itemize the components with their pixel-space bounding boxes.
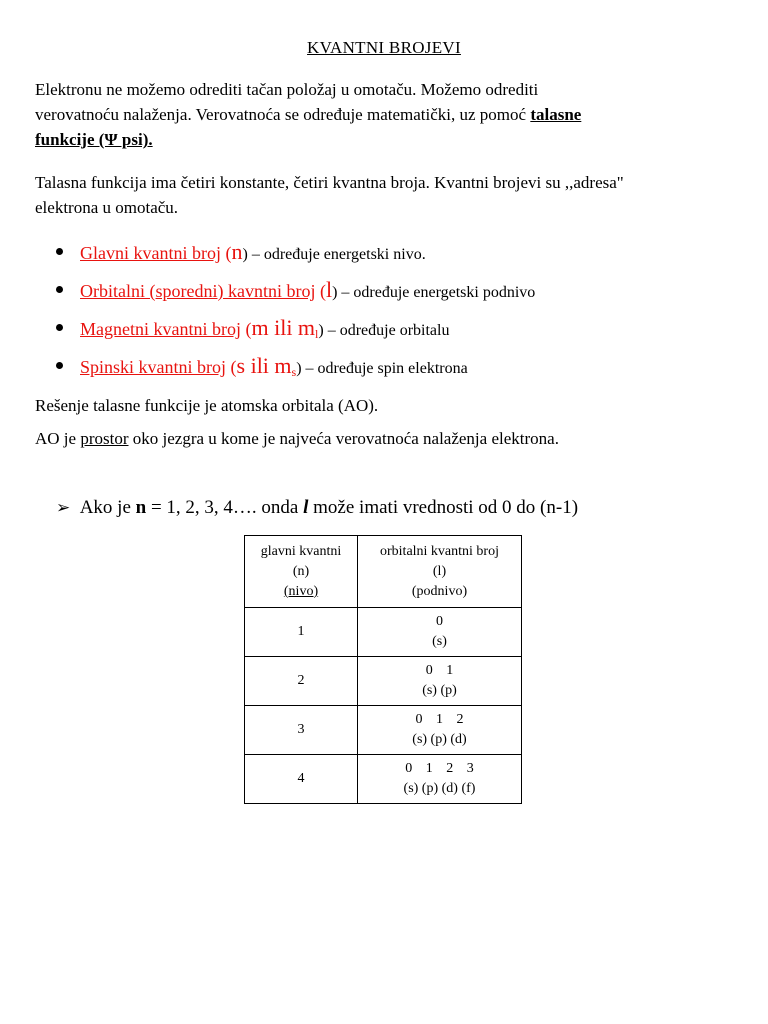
qn-name: Magnetni kvantni broj	[80, 319, 241, 339]
orbital-paragraph: Rešenje talasne funkcije je atomska orbitala (AO).	[35, 396, 379, 415]
rule-line	[56, 497, 578, 519]
cell-l	[358, 706, 522, 755]
qn-close: )	[242, 246, 248, 263]
quantum-number-list	[56, 233, 535, 385]
intro-paragraph	[35, 77, 735, 152]
header-n-line: (n)	[292, 563, 310, 579]
ao-definition-paragraph	[35, 426, 735, 451]
qn-desc: – određuje energetski nivo.	[247, 246, 426, 263]
table-row	[245, 755, 522, 804]
intro-line-2-text: verovatnoću nalaženja. Verovatnoća se određuje matematički, uz pomoć	[35, 105, 531, 124]
table-row	[245, 657, 522, 706]
intro-line-3	[35, 127, 735, 152]
qn-symbol: m ili m	[251, 315, 316, 340]
header-l-line: orbitalni kvantni broj	[380, 543, 499, 559]
header-l-line: (l)	[432, 563, 447, 579]
ao-post: oko jezgra u kome je najveća verovatnoća nalaženja elektrona.	[128, 429, 559, 448]
qn-open: (	[220, 243, 232, 263]
cell-subshells: (s)	[432, 634, 447, 649]
qn-desc: – određuje spin elektrona	[301, 360, 468, 377]
rule-pre: Ako je	[76, 497, 136, 518]
qn-open: (	[315, 281, 326, 301]
ao-underlined-term: prostor	[80, 429, 129, 448]
cell-l-values: 0	[436, 614, 443, 629]
header-n-line: glavni kvantni	[260, 543, 342, 559]
wave-line-1: Talasna funkcija ima četiri konstante, četiri kvantna broja. Kvantni brojevi su ,,adresa"	[35, 173, 624, 192]
cell-l	[358, 755, 522, 804]
table-header-row	[245, 536, 522, 608]
qn-symbol: n	[231, 239, 243, 264]
cell-n: 1	[245, 608, 358, 657]
arrow-bullet-icon: ➢	[56, 498, 71, 517]
qn-close: )	[318, 322, 324, 339]
table-row	[245, 706, 522, 755]
rule-n: n	[135, 497, 147, 518]
qn-name: Spinski kvantni broj	[80, 357, 227, 377]
ao-pre: AO je	[35, 429, 81, 448]
intro-line-1: Elektronu ne možemo odrediti tačan položaj u omotaču. Možemo odrediti	[35, 80, 539, 99]
cell-l-values: 0 1	[425, 663, 454, 678]
header-cell-l	[358, 536, 522, 608]
bullet-icon	[56, 286, 63, 293]
cell-l	[358, 608, 522, 657]
list-item	[56, 347, 535, 385]
qn-name: Glavni kvantni broj	[80, 243, 221, 263]
cell-n: 4	[245, 755, 358, 804]
intro-line-2	[35, 102, 735, 127]
page-title: KVANTNI BROJEVI	[307, 38, 461, 57]
header-l-line: (podnivo)	[411, 583, 468, 599]
cell-subshells: (s) (p) (d)	[412, 732, 467, 747]
qn-close: )	[296, 360, 302, 377]
list-item	[56, 271, 535, 309]
cell-l-values: 0 1 2	[415, 712, 464, 727]
rule-post: može imati vrednosti od 0 do (n-1)	[308, 497, 579, 518]
cell-n: 2	[245, 657, 358, 706]
cell-subshells: (s) (p)	[422, 683, 457, 698]
wave-function-paragraph	[35, 170, 735, 220]
qn-desc: – određuje orbitalu	[323, 322, 450, 339]
header-n-line: (nivo)	[283, 583, 319, 599]
qn-desc: – određuje energetski podnivo	[337, 284, 536, 301]
list-item	[56, 233, 535, 271]
bullet-icon	[56, 362, 63, 369]
qn-name: Orbitalni (sporedni) kavntni broj	[80, 281, 316, 301]
qn-subscript: l	[315, 327, 319, 341]
cell-l	[358, 657, 522, 706]
cell-l-values: 0 1 2 3	[405, 761, 474, 776]
quantum-table	[244, 535, 522, 804]
bullet-icon	[56, 248, 63, 255]
intro-bold-term: talasne	[530, 105, 582, 124]
rule-mid: = 1, 2, 3, 4…. onda	[146, 497, 304, 518]
qn-subscript: s	[291, 365, 297, 379]
bullet-icon	[56, 324, 63, 331]
qn-open: (	[240, 319, 252, 339]
qn-symbol: l	[325, 277, 333, 302]
header-cell-n	[245, 536, 358, 608]
cell-n: 3	[245, 706, 358, 755]
rule-l: l	[303, 497, 309, 518]
qn-open: (	[226, 357, 237, 377]
list-item	[56, 309, 535, 347]
cell-subshells: (s) (p) (d) (f)	[403, 781, 476, 796]
qn-symbol: s ili m	[236, 353, 292, 378]
wave-line-2: elektrona u omotaču.	[35, 198, 179, 217]
qn-close: )	[332, 284, 338, 301]
table-row	[245, 608, 522, 657]
intro-bold-term-cont: funkcije (Ψ psi).	[35, 130, 153, 149]
